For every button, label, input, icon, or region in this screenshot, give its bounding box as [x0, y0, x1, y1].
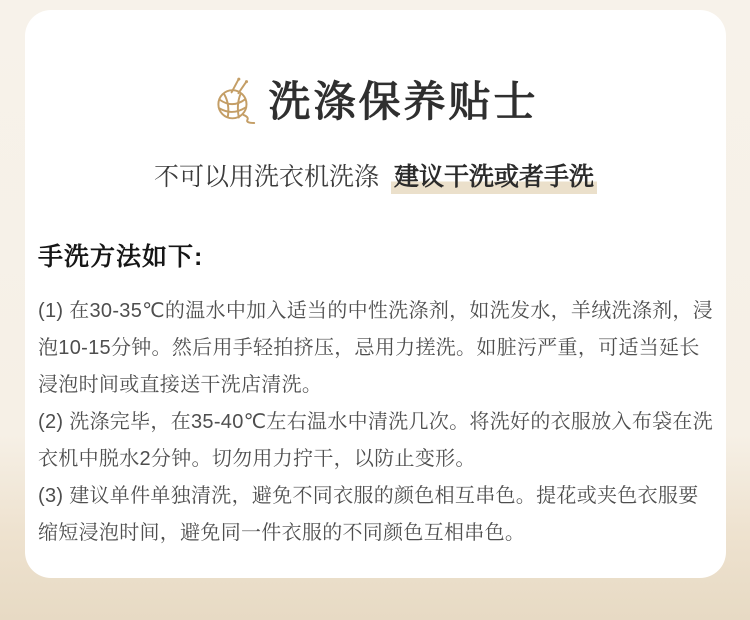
yarn-ball-icon [212, 76, 258, 129]
step-1: (1) 在30-35℃的温水中加入适当的中性洗涤剂，如洗发水，羊绒洗涤剂，浸泡10-15分钟。然后用手轻拍挤压，忌用力搓洗。如脏污严重，可适当延长浸泡时间或直接送干洗店清洗。 [38, 300, 714, 396]
hand-wash-steps [38, 293, 714, 552]
care-tips-card [25, 10, 726, 578]
page-title: 洗涤保养贴士 [268, 77, 539, 125]
subtitle [25, 162, 726, 192]
subtitle-highlight-text: 建议干洗或者手洗 [391, 163, 597, 194]
subtitle-normal-text: 不可以用洗衣机洗涤 [153, 163, 379, 191]
section-heading: 手洗方法如下: [38, 243, 204, 271]
step-2: (2) 洗涤完毕，在35-40℃左右温水中清洗几次。将洗好的衣服放入布袋在洗衣机中脱水2分钟。切勿用力拧干，以防止变形。 [38, 411, 714, 470]
step-3: (3) 建议单件单独清洗，避免不同衣服的颜色相互串色。提花或夹色衣服要缩短浸泡时间，避免同一件衣服的不同颜色互相串色。 [38, 485, 699, 544]
title-row [25, 74, 726, 129]
